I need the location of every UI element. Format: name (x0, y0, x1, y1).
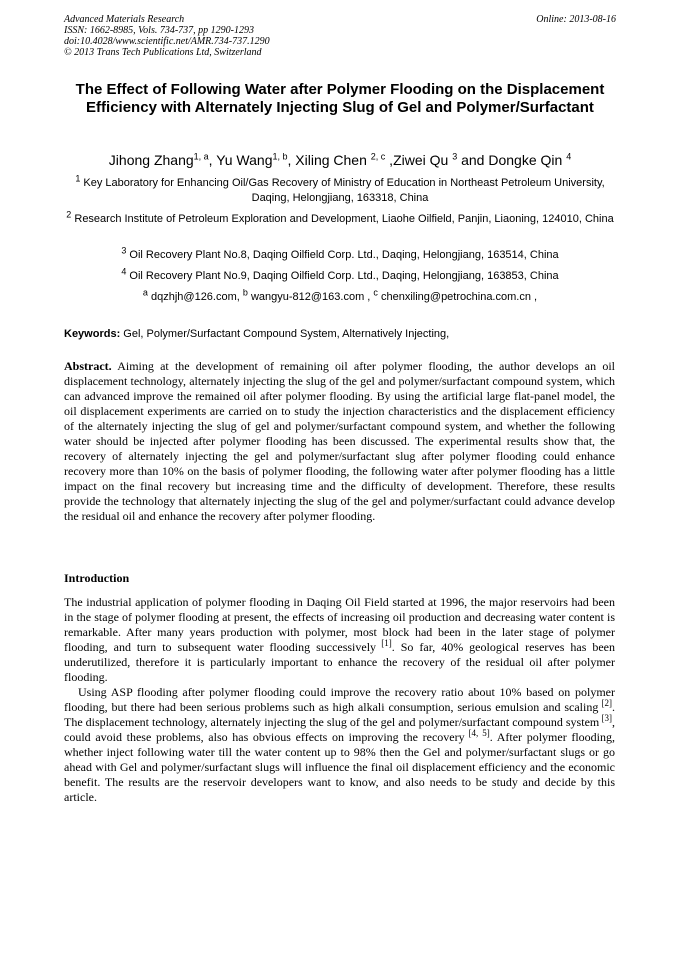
affiliation-1 (64, 173, 616, 206)
author-affiliation-marker: 4 (566, 151, 572, 162)
email-marker: c (373, 287, 378, 298)
author-affiliation-marker: 1, a (193, 151, 209, 162)
affiliation-text: Oil Recovery Plant No.8, Daqing Oilfield Corp. Ltd., Daqing, Helongjiang, 163514, China (126, 249, 559, 261)
author-affiliation-marker: 3 (452, 151, 458, 162)
email-address: chenxiling@petrochina.com.cn , (377, 291, 538, 303)
email-line (64, 287, 616, 305)
affiliation-marker: 2 (66, 209, 72, 220)
affiliation-marker: 4 (121, 266, 127, 277)
paper-title: The Effect of Following Water after Polymer Flooding on the Displacement Efficiency with Alternately Injecting Slug of Gel and Polymer/Surfactant (75, 81, 605, 116)
affiliation-text: Oil Recovery Plant No.9, Daqing Oilfield Corp. Ltd., Daqing, Helongjiang, 163853, China (126, 270, 559, 282)
author-affiliation-marker: 2, c (370, 151, 386, 162)
abstract-text: Aiming at the development of remaining oil after polymer flooding, the author develops an oil displacement technology, alternately injecting the slug of the gel and polymer/surfactant compound system, which can advanced improve the remained oil after polymer flooding. By using the artificial large flat-panel model, the oil displacement experiments are carried on to study the injection characteristics and the displacement efficiency of the alternately injecting the slug of gel and polymer/surfactant compound system, and whether the following water should be injected after polymer flooding has been discussed. The experimental results show that, the recovery of alternately injecting the gel and polymer/surfactant slug after polymer flooding could enhance recovery more than 10% on the basis of polymer flooding, the following water after polymer flooding has a little impact on the final recovery but increasing time and the difficulty of development. Therefore, these results provide the technology that alternately injecting the slug of the gel and polymer/surfactant could advance develop the residual oil and enhance the recovery after polymer flooding. (64, 359, 615, 523)
affiliation-text: Key Laboratory for Enhancing Oil/Gas Recovery of Ministry of Education in Northeast Petroleum University, Daqing, Helongjiang, 163318, China (80, 177, 605, 204)
author-name: Dongke Qin (488, 152, 567, 168)
citation: [3] (599, 713, 612, 723)
citation: [1] (376, 638, 392, 648)
email-marker: a (142, 287, 148, 298)
author-name: Ziwei Qu (393, 152, 453, 168)
paragraph-text: . The displacement technology, alternately injecting the slug of the gel and polymer/surfactant compound system (64, 700, 615, 729)
affiliation-marker: 3 (121, 245, 127, 256)
author-separator: , (287, 152, 296, 168)
email-address: wangyu-812@163.com , (247, 291, 374, 303)
intro-paragraph-1 (64, 595, 615, 685)
paragraph-text: Using ASP flooding after polymer flooding could improve the recovery ratio about 10% based on polymer flooding, but there had been serious problems such as high alkali consumption, serious emulsion and scaling (64, 685, 615, 714)
paragraph-text: The industrial application of polymer flooding in Daqing Oil Field started at 1996, the major reservoirs had been in the stage of polymer flooding at present, the effects of increasing oil production and decreasing water content is remarkable. After many years production with polymer, most block had been in the later stage of polymer flooding, and turn to subsequent water flooding successively (64, 595, 615, 654)
affiliation-4 (64, 266, 616, 284)
online-date: Online: 2013-08-16 (536, 14, 616, 25)
paragraph-text: . After polymer flooding, whether inject following water till the water content up to 98% then the Gel and polymer/surfactant slugs or go ahead with Gel and polymer/surfactant slugs will influence the final oil displacement efficiency and the economic benefit. The results are the reservoir developers want to know, and also needs to be study and decide by this article. (64, 730, 616, 804)
affiliation-text: Research Institute of Petroleum Exploration and Development, Liaohe Oilfield, Panjin, Liaoning, 124010, China (71, 213, 614, 225)
citation: [4, 5] (464, 728, 490, 738)
author-name: Jihong Zhang (108, 152, 194, 168)
abstract (64, 359, 615, 524)
author-affiliation-marker: 1, b (272, 151, 288, 162)
section-heading-introduction: Introduction (64, 571, 130, 585)
email-address: dqzhjh@126.com, (147, 291, 243, 303)
author-separator: and (457, 152, 489, 168)
keywords-label: Keywords: (64, 328, 121, 340)
author-separator: , (208, 152, 217, 168)
paragraph-text: , could avoid these problems, also has obvious effects on improving the recovery (64, 715, 615, 744)
intro-paragraph-2 (64, 685, 615, 805)
author-list (40, 151, 640, 169)
affiliation-2 (64, 209, 616, 227)
paragraph-text: . So far, 40% geological reserves has been underutilized, therefore it is particularly important to enhance the recovery of the residual oil after polymer flooding. (64, 640, 616, 684)
affiliation-marker: 1 (75, 173, 81, 184)
affiliation-3 (64, 245, 616, 263)
keywords-text: Gel, Polymer/Surfactant Compound System, Alternatively Injecting, (120, 328, 450, 340)
copyright-line: © 2013 Trans Tech Publications Ltd, Switzerland (64, 47, 262, 58)
journal-header (64, 14, 616, 58)
email-marker: b (242, 287, 248, 298)
author-name: Xiling Chen (295, 152, 371, 168)
abstract-label: Abstract. (64, 359, 112, 373)
citation: [2] (598, 698, 612, 708)
author-separator: , (385, 152, 394, 168)
keywords (64, 327, 624, 341)
introduction-body (64, 595, 615, 805)
doi-line: doi:10.4028/www.scientific.net/AMR.734-737.1290 (64, 36, 270, 47)
journal-name: Advanced Materials Research (64, 14, 185, 25)
author-name: Yu Wang (216, 152, 273, 168)
issn-line: ISSN: 1662-8985, Vols. 734-737, pp 1290-1293 (64, 25, 254, 36)
